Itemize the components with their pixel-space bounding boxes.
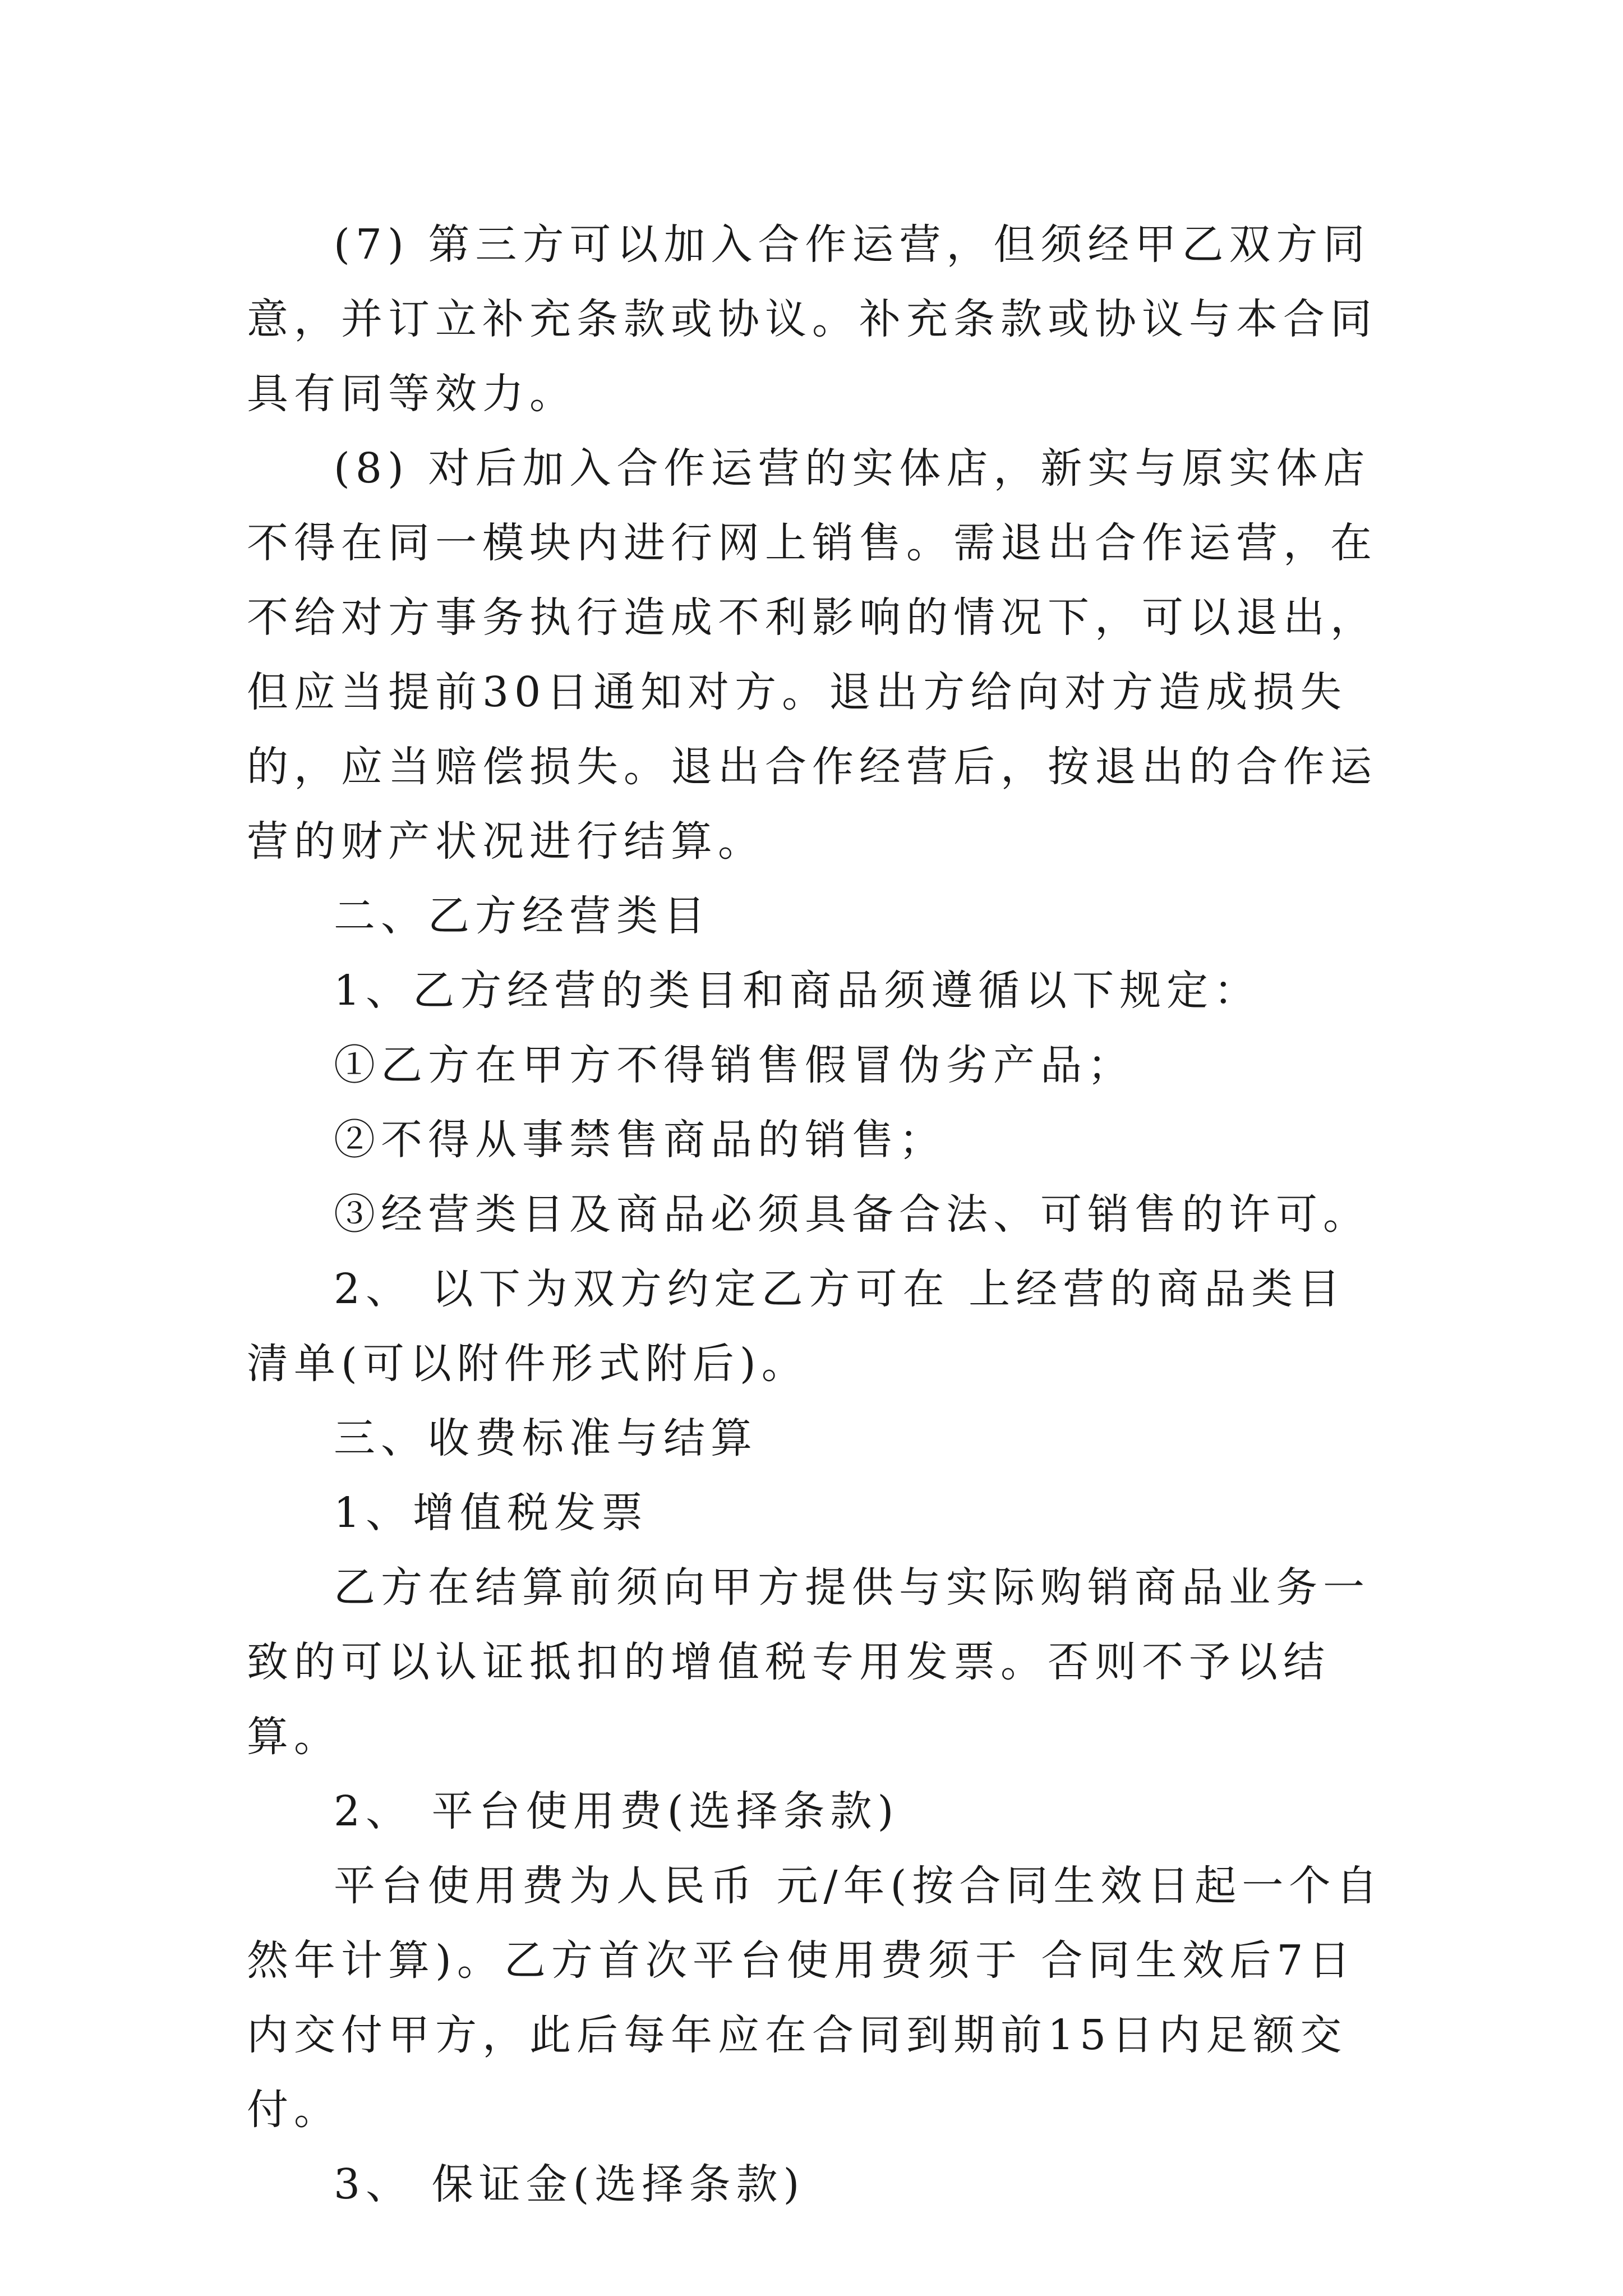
clause-8: (8) 对后加入合作运营的实体店，新实与原实体店不得在同一模块内进行网上销售。需退出合作运营，在不给对方事务执行造成不利影响的情况下，可以退出，但应当提前30日通知对方。退出方给向对方造成损失的，应当赔偿损失。退出合作经营后，按退出的合作运营的财产状况进行结算。 bbox=[247, 444, 1377, 866]
section-3-item-2: 2、 平台使用费(选择条款) bbox=[334, 1787, 900, 1835]
section-heading-3: 三、收费标准与结算 bbox=[334, 1414, 758, 1462]
section-2-item-1-a: ①乙方在甲方不得销售假冒伪劣产品； bbox=[334, 1041, 1135, 1089]
section-2-item-1-b: ②不得从事禁售商品的销售； bbox=[334, 1116, 946, 1164]
section-2-item-2: 2、 以下为双方约定乙方可在 上经营的商品类目清单(可以附件形式附后)。 bbox=[247, 1265, 1346, 1388]
section-3-item-1: 1、增值税发票 bbox=[334, 1489, 649, 1537]
clause-7: (7) 第三方可以加入合作运营，但须经甲乙双方同意，并订立补充条款或协议。补充条款或协议与本合同具有同等效力。 bbox=[247, 220, 1377, 418]
section-3-item-3: 3、 保证金(选择条款) bbox=[334, 2160, 805, 2208]
section-2-item-1-c: ③经营类目及商品必须具备合法、可销售的许可。 bbox=[334, 1190, 1370, 1239]
section-heading-2: 二、乙方经营类目 bbox=[334, 892, 711, 940]
section-3-item-2-body: 平台使用费为人民币 元/年(按合同生效日起一个自然年计算)。乙方首次平台使用费须于 合同生效后7日内交付甲方，此后每年应在合同到期前15日内足额交付。 bbox=[247, 1862, 1384, 2134]
section-3-item-1-body: 乙方在结算前须向甲方提供与实际购销商品业务一致的可以认证抵扣的增值税专用发票。否则不予以结算。 bbox=[247, 1563, 1370, 1761]
section-2-item-1: 1、乙方经营的类目和商品须遵循以下规定： bbox=[334, 967, 1261, 1015]
document-body bbox=[247, 208, 1385, 2222]
